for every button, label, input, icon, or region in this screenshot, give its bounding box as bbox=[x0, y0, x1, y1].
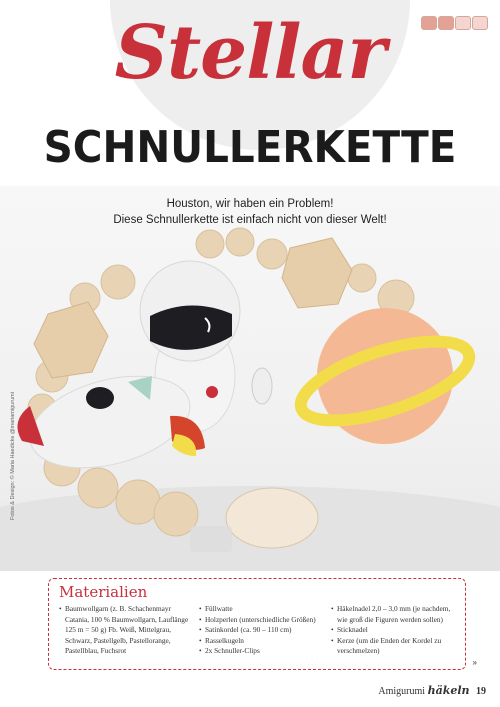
materials-column-3 bbox=[331, 604, 461, 657]
rocket-window bbox=[86, 387, 114, 409]
intro-line-2: Diese Schnullerkette ist einfach nicht von dieser Welt! bbox=[113, 214, 387, 226]
intro-text bbox=[0, 196, 500, 228]
list-item: • 2x Schnuller-Clips bbox=[199, 646, 329, 657]
title-script: Stellar bbox=[114, 10, 386, 96]
list-item: • Baumwollgarn (z. B. Schachenmayr Catania, 100 % Baumwollgarn, Lauflänge 125 m = 50 g) Fb. Weiß, Mittelgrau, Schwarz, Pastellgelb, Pastellorange, Pastellblau, Fuchsrot bbox=[59, 604, 189, 657]
wood-bead bbox=[196, 230, 224, 258]
amigurumi-illustration bbox=[0, 186, 500, 571]
list-item: • Füllwatte bbox=[199, 604, 329, 615]
page-footer bbox=[378, 684, 486, 697]
list-item: • Rasselkugeln bbox=[199, 636, 329, 647]
continue-arrow-icon: » bbox=[472, 658, 477, 667]
planet-figure bbox=[292, 308, 478, 444]
list-item: • Sticknadel bbox=[331, 625, 461, 636]
materials-box bbox=[48, 578, 477, 670]
list-item: • Kerze (um die Enden der Kordel zu verschmelzen) bbox=[331, 636, 461, 657]
button bbox=[206, 386, 218, 398]
wood-bead bbox=[257, 239, 287, 269]
header bbox=[0, 0, 500, 190]
footer-section: Amigurumi bbox=[378, 686, 426, 697]
materials-column-1 bbox=[59, 604, 189, 657]
intro-line-1: Houston, wir haben ein Problem! bbox=[166, 198, 334, 210]
photo-credit: Fotos & Design: © Maria Haedicke @mariamigurumi bbox=[10, 392, 16, 520]
product-photo bbox=[0, 186, 500, 571]
wood-bead bbox=[348, 264, 376, 292]
list-item: • Holzperlen (unterschiedliche Größen) bbox=[199, 615, 329, 626]
footer-brand: häkeln bbox=[427, 684, 470, 697]
wood-bead bbox=[101, 265, 135, 299]
wood-bead bbox=[226, 228, 254, 256]
page-number: 19 bbox=[476, 686, 486, 697]
list-item: • Häkelnadel 2,0 – 3,0 mm (je nachdem, wie groß die Figuren werden sollen) bbox=[331, 604, 461, 625]
materials-title: Materialien bbox=[59, 583, 148, 601]
hex-bead bbox=[282, 238, 352, 308]
list-item: • Satinkordel (ca. 90 – 110 cm) bbox=[199, 625, 329, 636]
page-title: SCHNULLERKETTE bbox=[43, 122, 457, 173]
wood-bead bbox=[78, 468, 118, 508]
materials-column-2 bbox=[199, 604, 329, 657]
wood-bead bbox=[116, 480, 160, 524]
